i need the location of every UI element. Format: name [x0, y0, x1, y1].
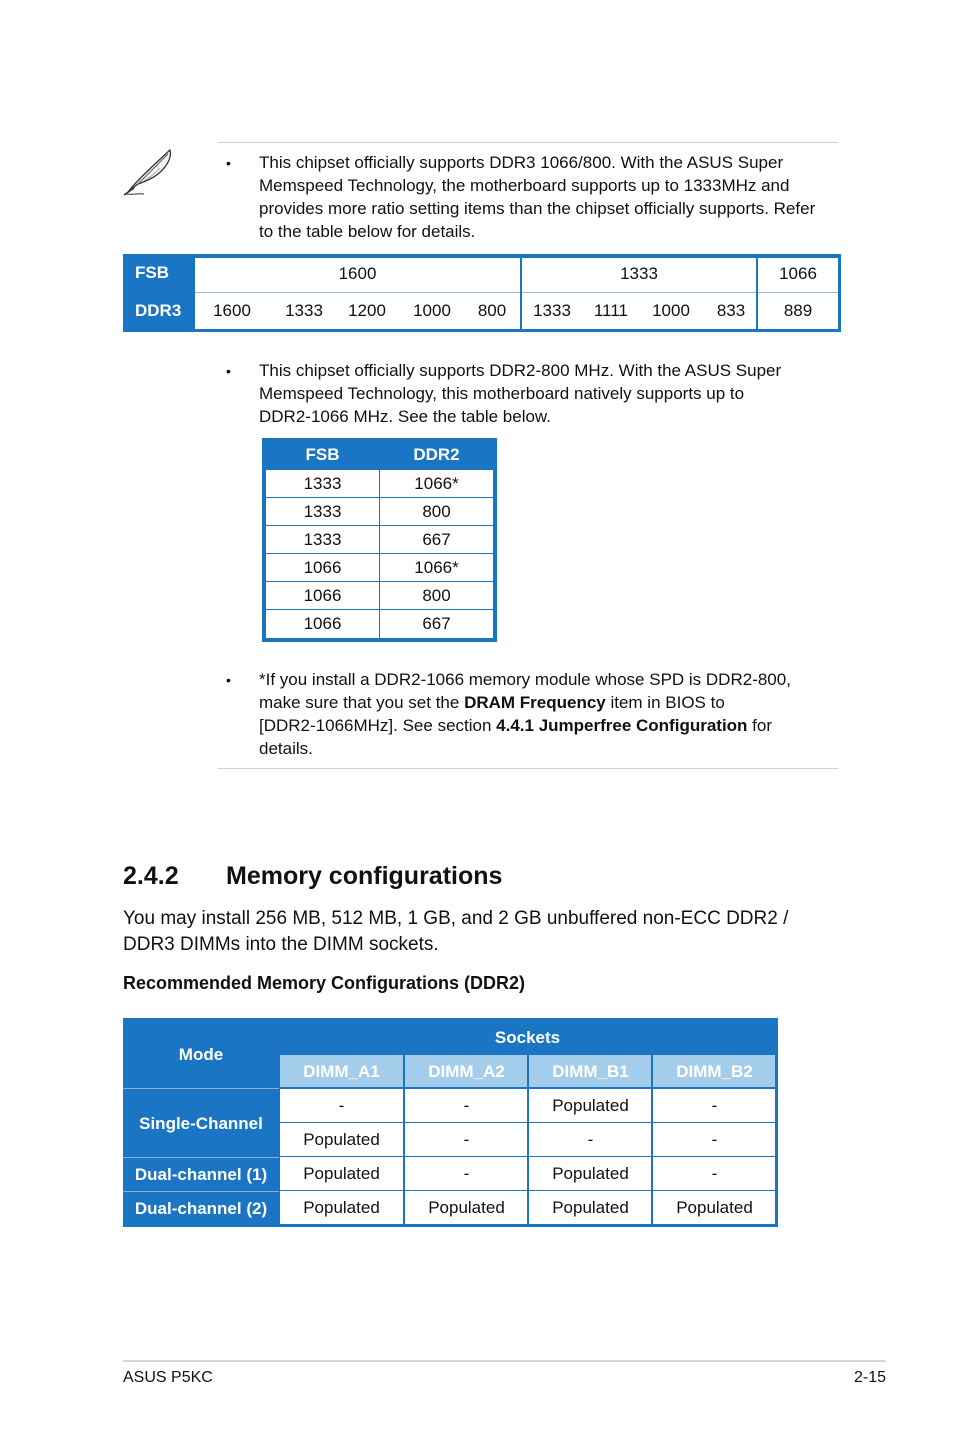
fsb-row-label: FSB: [135, 263, 169, 282]
memory-config-table-body: [280, 1089, 775, 1224]
socket-names-row: [280, 1055, 775, 1087]
dram-frequency-term: DRAM Frequency: [464, 693, 606, 712]
ddr2-cell: 667: [422, 614, 451, 633]
ddr3-cell: 800: [477, 301, 507, 320]
socket-dimm-b2: DIMM_B2: [676, 1062, 753, 1081]
socket-cell: Populated: [552, 1198, 629, 1217]
fsb-cell: 1333: [303, 530, 342, 549]
fsb-cell: 1333: [303, 474, 342, 493]
socket-cell: -: [711, 1164, 718, 1183]
fsb-ddr3-table-body: [195, 258, 838, 329]
fsb-cell: 1066: [779, 264, 817, 283]
fsb-column-header: FSB: [305, 445, 340, 464]
note-pen-icon: [122, 146, 178, 198]
sockets-header: Sockets: [494, 1028, 561, 1047]
socket-cell: Populated: [552, 1096, 629, 1115]
section-number: 2.4.2: [123, 862, 179, 890]
table-row: [266, 610, 493, 638]
note3-text-run: for: [747, 716, 772, 735]
note2-line: Memspeed Technology, this motherboard natively supports up to: [259, 384, 745, 403]
ddr3-cell: 1333: [533, 301, 571, 320]
fsb-cell: 1066: [303, 558, 342, 577]
note1-line: to the table below for details.: [259, 222, 476, 241]
section-title: Memory configurations: [226, 862, 503, 890]
socket-cell: Populated: [303, 1164, 380, 1183]
table-row: [280, 1089, 775, 1123]
socket-cell: -: [711, 1096, 718, 1115]
fsb-ddr2-table: [262, 438, 497, 642]
note3-bullet: •: [226, 672, 231, 688]
mode-label-single-channel: Single-Channel: [139, 1114, 263, 1133]
section-body-line: You may install 256 MB, 512 MB, 1 GB, and 2 GB unbuffered non-ECC DDR2 /: [123, 908, 789, 929]
ddr3-cell: 1333: [285, 301, 323, 320]
footer-page-number: 2-15: [853, 1369, 886, 1386]
note1-text: [259, 151, 839, 243]
note-bottom-rule: [218, 768, 838, 769]
fsb-ddr3-table: [123, 254, 841, 332]
note3-text: [259, 668, 839, 760]
note3-text-run: [DDR2-1066MHz]. See section: [259, 716, 497, 735]
note1-line: This chipset officially supports DDR3 1066/800. With the ASUS Super: [259, 153, 784, 172]
table-row: [280, 1123, 775, 1157]
socket-cell: -: [587, 1130, 594, 1149]
table-row: [280, 1157, 775, 1191]
fsb-cell: 1333: [303, 502, 342, 521]
ddr2-cell: 800: [422, 502, 451, 521]
ddr2-cell: 667: [422, 530, 451, 549]
socket-cell: -: [711, 1130, 718, 1149]
section-reference: 4.4.1 Jumperfree Configuration: [496, 716, 748, 735]
ddr3-cell: 889: [783, 301, 813, 320]
note2-line: This chipset officially supports DDR2-800 MHz. With the ASUS Super: [259, 361, 782, 380]
socket-cell: -: [463, 1096, 470, 1115]
ddr2-cell: 800: [422, 586, 451, 605]
ddr3-row-label: DDR3: [135, 301, 182, 320]
note3-text-run: item in BIOS to: [605, 693, 725, 712]
note2-bullet: •: [226, 363, 231, 379]
table-subheading: Recommended Memory Configurations (DDR2): [123, 973, 526, 993]
mode-header: Mode: [178, 1045, 224, 1064]
table-row: [266, 582, 493, 610]
socket-dimm-a2: DIMM_A2: [428, 1062, 505, 1081]
socket-dimm-a1: DIMM_A1: [303, 1062, 380, 1081]
socket-dimm-b1: DIMM_B1: [552, 1062, 629, 1081]
note-top-rule: [218, 142, 838, 143]
note1-line: Memspeed Technology, the motherboard supports up to 1333MHz and: [259, 176, 790, 195]
note3-line: details.: [259, 739, 313, 758]
socket-cell: -: [463, 1130, 470, 1149]
note3-line: [259, 714, 839, 737]
socket-cell: Populated: [428, 1198, 505, 1217]
mode-label-dual-channel-2: Dual-channel (2): [134, 1199, 268, 1218]
mode-label-dual-channel-1: Dual-channel (1): [134, 1165, 268, 1184]
table-row: [266, 554, 493, 582]
note2-line: DDR2-1066 MHz. See the table below.: [259, 407, 551, 426]
note3-line: [259, 691, 839, 714]
table-row: [266, 470, 493, 498]
note3-line: *If you install a DDR2-1066 memory module whose SPD is DDR2-800,: [259, 670, 791, 689]
footer-rule: [123, 1360, 886, 1362]
table-row: [280, 1191, 775, 1225]
socket-cell: Populated: [303, 1130, 380, 1149]
section-body: [123, 906, 843, 958]
ddr2-column-header: DDR2: [413, 445, 460, 464]
section-body-line: DDR3 DIMMs into the DIMM sockets.: [123, 934, 439, 955]
ddr3-cell: 1200: [348, 301, 386, 320]
fsb-cell: 1066: [303, 586, 342, 605]
socket-cell: Populated: [303, 1198, 380, 1217]
footer-product: ASUS P5KC: [123, 1369, 213, 1386]
fsb-cell: 1333: [620, 264, 658, 283]
ddr3-cell: 1000: [413, 301, 451, 320]
fsb-cell: 1600: [338, 264, 377, 283]
table-row: [266, 498, 493, 526]
table-row: [266, 526, 493, 554]
ddr3-cell: 1111: [593, 301, 629, 320]
fsb-ddr2-table-body: [266, 470, 493, 638]
ddr3-cell: 833: [716, 301, 746, 320]
memory-config-table: [123, 1018, 778, 1227]
note1-line: provides more ratio setting items than the chipset officially supports. Refer: [259, 199, 816, 218]
note2-text: [259, 359, 839, 428]
ddr3-cell: 1600: [213, 301, 251, 320]
note1-bullet: •: [226, 155, 231, 171]
ddr2-cell: 1066*: [414, 558, 459, 577]
fsb-cell: 1066: [303, 614, 342, 633]
socket-cell: -: [338, 1096, 345, 1115]
socket-cell: Populated: [676, 1198, 753, 1217]
socket-cell: Populated: [552, 1164, 629, 1183]
socket-cell: -: [463, 1164, 470, 1183]
ddr2-cell: 1066*: [414, 474, 459, 493]
note3-text-run: make sure that you set the: [259, 693, 465, 712]
ddr3-cell: 1000: [652, 301, 690, 320]
